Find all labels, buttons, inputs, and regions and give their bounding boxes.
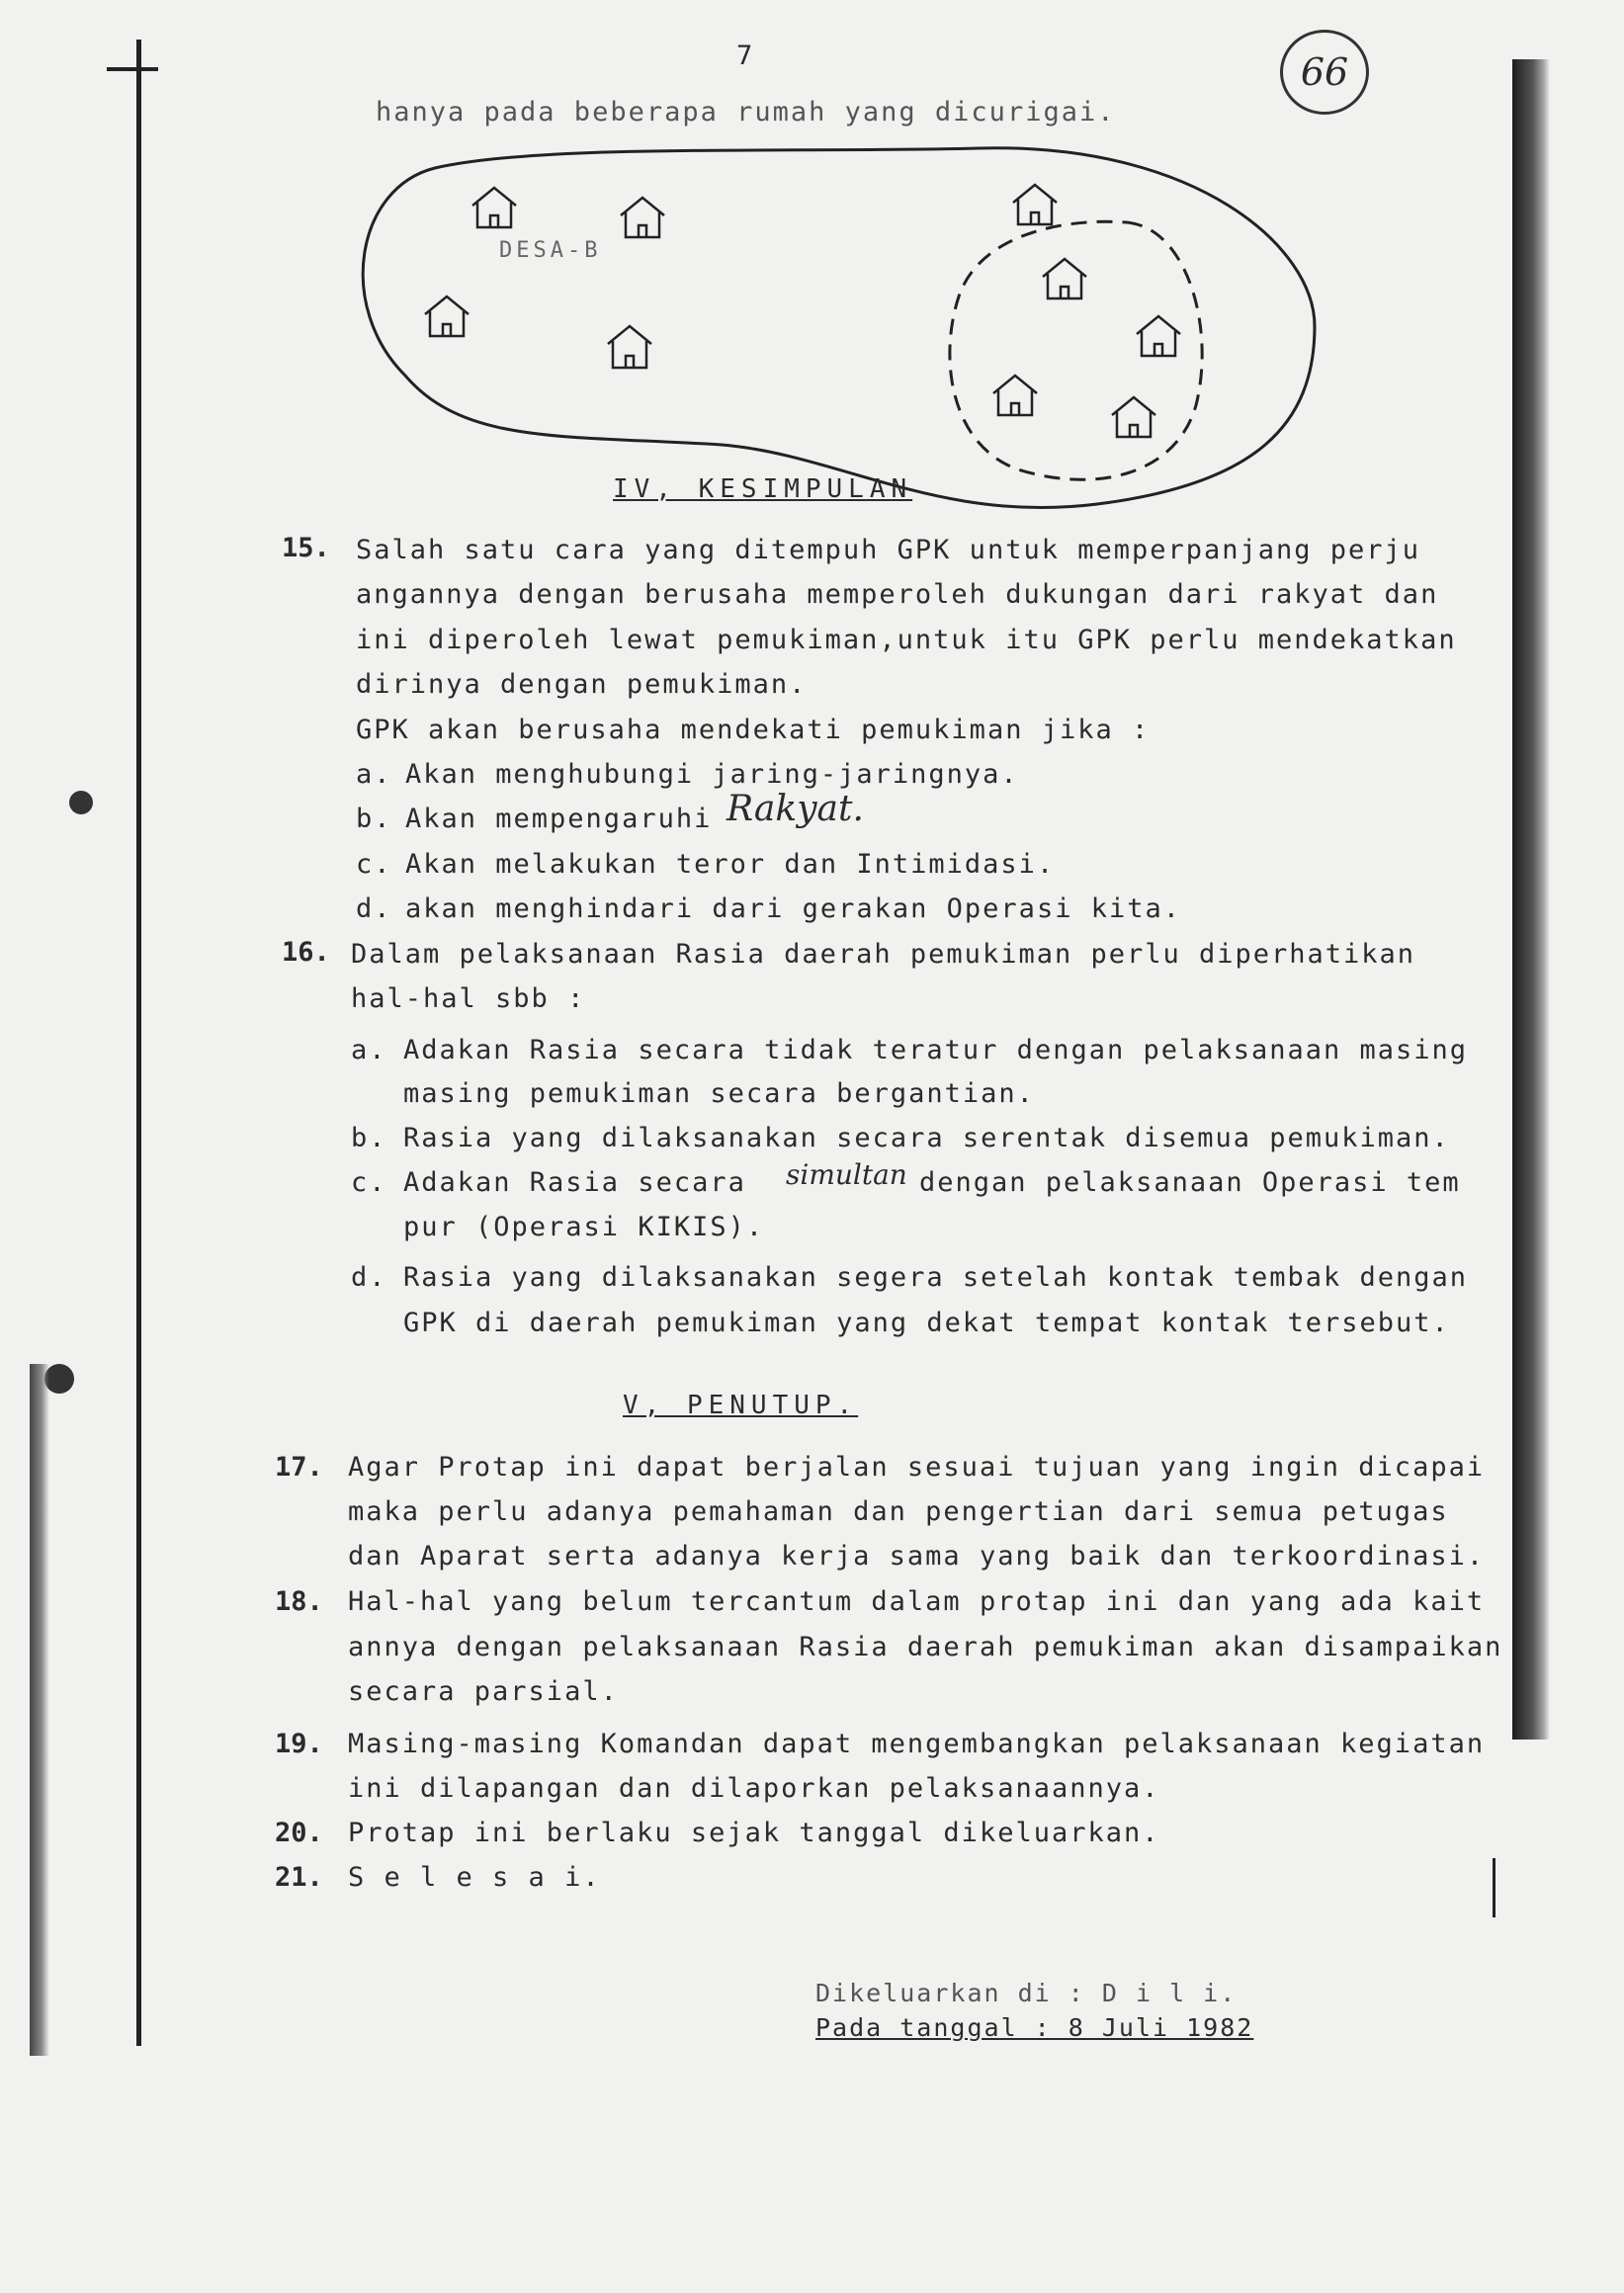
item-15b-handwritten: Rakyat. [727, 789, 864, 829]
item-17-line: maka perlu adanya pemahaman dan pengertian dari semua petugas [348, 1496, 1449, 1527]
item-18-number: 18. [275, 1586, 323, 1617]
punch-hole-mark [69, 791, 93, 814]
item-18-line: annya dengan pelaksanaan Rasia daerah pemukiman akan disampaikan [348, 1632, 1503, 1662]
house-icon [425, 297, 469, 336]
page-stamp [1280, 30, 1369, 115]
item-19-number: 19. [275, 1729, 323, 1759]
section-iv-heading: IV, KESIMPULAN [613, 474, 913, 504]
item-19-line: Masing-masing Komandan dapat mengembangkan pelaksanaan kegiatan [348, 1729, 1486, 1759]
item-16b-label: b. [351, 1123, 387, 1153]
page-number: 7 [736, 41, 755, 71]
item-16c-line: dengan pelaksanaan Operasi tem [919, 1167, 1461, 1198]
item-20-line: Protap ini berlaku sejak tanggal dikeluarkan. [348, 1818, 1160, 1848]
item-15-line: GPK akan berusaha mendekati pemukiman jika : [356, 715, 1151, 745]
raid-zone-boundary [950, 221, 1202, 479]
item-17-line: Agar Protap ini dapat berjalan sesuai tujuan yang ingin dicapai [348, 1452, 1486, 1483]
item-16a-line: masing pemukiman secara bergantian. [403, 1078, 1035, 1109]
item-15-line: dirinya dengan pemukiman. [356, 669, 808, 700]
item-16a-line: Adakan Rasia secara tidak teratur dengan pelaksanaan masing [403, 1035, 1469, 1065]
item-16-line: Dalam pelaksanaan Rasia daerah pemukiman perlu diperhatikan [351, 939, 1416, 970]
intro-line: hanya pada beberapa rumah yang dicurigai. [376, 97, 1116, 127]
item-16c-line: Adakan Rasia secara [403, 1167, 746, 1198]
issued-date: Pada tanggal : 8 Juli 1982 [815, 2013, 1254, 2042]
right-margin-mark [1493, 1858, 1496, 1917]
left-margin-line [136, 40, 141, 2046]
item-21-number: 21. [275, 1862, 323, 1893]
item-17-line: dan Aparat serta adanya kerja sama yang baik dan terkoordinasi. [348, 1541, 1486, 1571]
house-icon [1043, 259, 1086, 298]
house-icon [1013, 185, 1057, 224]
house-icon [472, 188, 516, 227]
section-v-heading: V, PENUTUP. [623, 1391, 859, 1420]
right-shadow-edge [1512, 59, 1550, 1740]
item-16c-label: c. [351, 1167, 387, 1198]
page-stamp-number: 66 [1300, 50, 1349, 94]
item-15d-text: akan menghindari dari gerakan Operasi kita. [405, 893, 1181, 924]
item-16c-line: pur (Operasi KIKIS). [403, 1212, 765, 1242]
item-21-line: S e l e s a i. [348, 1862, 601, 1893]
item-15-number: 15. [282, 533, 330, 563]
issued-place: Dikeluarkan di : D i l i. [815, 1979, 1238, 2007]
item-16d-line: GPK di daerah pemukiman yang dekat tempat kontak tersebut. [403, 1308, 1450, 1338]
item-16d-line: Rasia yang dilaksanakan segera setelah kontak tembak dengan [403, 1262, 1469, 1293]
item-16-number: 16. [282, 937, 330, 968]
item-16-line: hal-hal sbb : [351, 983, 586, 1014]
village-label: DESA-B [499, 238, 602, 263]
item-16c-handwritten: simultan [786, 1158, 907, 1191]
item-15-line: angannya dengan berusaha memperoleh dukungan dari rakyat dan [356, 579, 1439, 610]
item-16d-label: d. [351, 1262, 387, 1293]
item-15b-label: b. [356, 804, 392, 834]
item-15b-text: Akan mempengaruhi [405, 804, 713, 834]
item-19-line: ini dilapangan dan dilaporkan pelaksanaannya. [348, 1773, 1160, 1804]
house-icon [621, 198, 664, 237]
item-15a-text: Akan menghubungi jaring-jaringnya. [405, 759, 1019, 790]
item-15-line: ini diperoleh lewat pemukiman,untuk itu GPK perlu mendekatkan [356, 625, 1457, 655]
item-18-line: Hal-hal yang belum tercantum dalam protap ini dan yang ada kait [348, 1586, 1486, 1617]
house-icon [1137, 316, 1180, 356]
house-icon [1112, 397, 1155, 437]
item-17-number: 17. [275, 1452, 323, 1483]
item-16b-line: Rasia yang dilaksanakan secara serentak disemua pemukiman. [403, 1123, 1450, 1153]
item-15-line: Salah satu cara yang ditempuh GPK untuk memperpanjang perju [356, 535, 1421, 565]
left-shadow-strip [30, 1364, 49, 2056]
item-15a-label: a. [356, 759, 392, 790]
item-15c-label: c. [356, 849, 392, 880]
item-15c-text: Akan melakukan teror dan Intimidasi. [405, 849, 1056, 880]
item-20-number: 20. [275, 1818, 323, 1848]
item-18-line: secara parsial. [348, 1676, 619, 1707]
item-15d-label: d. [356, 893, 392, 924]
item-16a-label: a. [351, 1035, 387, 1065]
house-icon [993, 376, 1037, 415]
house-icon [608, 326, 651, 368]
left-margin-tick [107, 67, 158, 71]
